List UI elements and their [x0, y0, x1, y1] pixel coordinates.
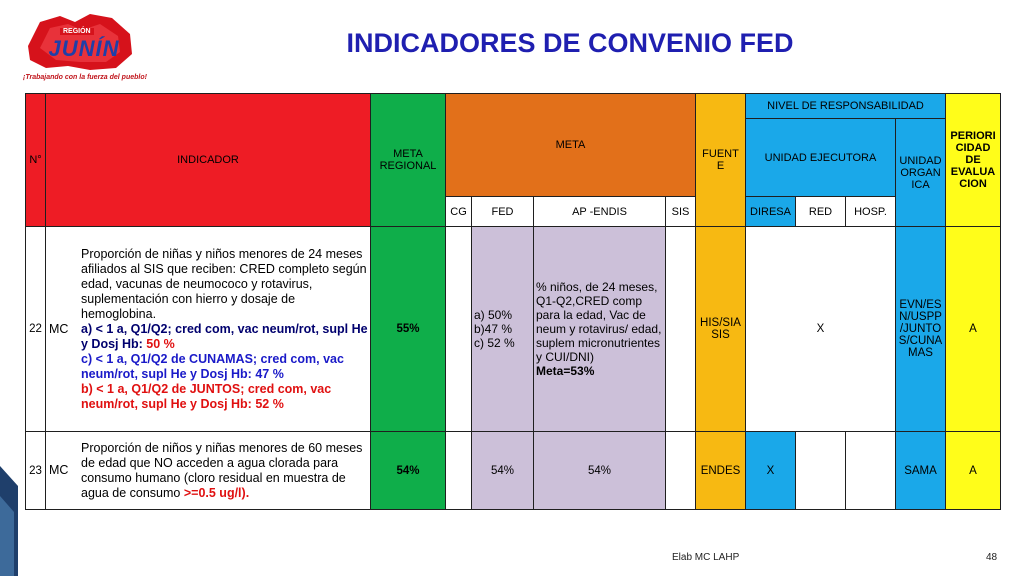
fed-value-b: b)47 %	[474, 322, 513, 336]
cg-value	[446, 432, 472, 510]
row-indicador	[46, 432, 371, 510]
condition-b: b) < 1 a, Q1/Q2 de JUNTOS; cred com, vac neum/rot, supl He y Dosj Hb: 52 %	[81, 381, 332, 411]
unidad-ejecutora-value: X	[746, 227, 896, 432]
periodicidad-value: A	[946, 227, 1001, 432]
header-meta-regional: META REGIONAL	[371, 94, 446, 227]
unidad-organica-value: EVN/ES N/USPP /JUNTO S/CUNA MAS	[896, 227, 946, 432]
header-red: RED	[796, 197, 846, 227]
sis-value	[666, 227, 696, 432]
logo-region-label: REGIÓN	[60, 28, 94, 35]
ap-endis-description: % niños, de 24 meses, Q1-Q2,CRED comp para la edad, Vac de neum y rotavirus/ edad, suplem micronutrientes y CUI/DNI)	[536, 280, 662, 364]
indicador-threshold: >=0.5 ug/l).	[183, 485, 250, 500]
page-title: INDICADORES DE CONVENIO FED	[346, 28, 794, 58]
hosp-value	[846, 432, 896, 510]
fuente-value: ENDES	[696, 432, 746, 510]
header-sis: SIS	[666, 197, 696, 227]
meta-regional-value: 55%	[371, 227, 446, 432]
header-ap-endis: AP -ENDIS	[534, 197, 666, 227]
row-indicador	[46, 227, 371, 432]
fed-value-c: c) 52 %	[474, 336, 515, 350]
region-logo	[20, 8, 147, 88]
diresa-value: X	[746, 432, 796, 510]
header-periodicidad: PERIORI CIDAD DE EVALUA CION	[946, 94, 1001, 227]
header-fuente: FUENT E	[696, 94, 746, 227]
logo-wordmark: JUNÍN	[48, 36, 120, 61]
header-unidad-organica: UNIDAD ORGAN ICA	[896, 119, 946, 227]
header-nivel-responsabilidad: NIVEL DE RESPONSABILIDAD	[746, 94, 946, 119]
header-meta: META	[446, 94, 696, 197]
row-code: MC	[49, 463, 69, 477]
corner-decoration	[0, 466, 18, 576]
fed-value: 54%	[472, 432, 534, 510]
logo-slogan: ¡Trabajando con la fuerza del pueblo!	[23, 74, 147, 81]
ap-endis-value	[534, 227, 666, 432]
ap-endis-value: 54%	[534, 432, 666, 510]
indicador-description: Proporción de niñas y niños menores de 24 meses afiliados al SIS que reciben: CRED completo según edad, vacunas de neumococo y rotavirus, suplementación con hierro y dosaje de hemoglobina.	[81, 246, 367, 321]
header-indicador: INDICADOR	[46, 94, 371, 227]
row-number: 22	[26, 227, 46, 432]
condition-c: c) < 1 a, Q1/Q2 de CUNAMAS; cred com, vac neum/rot, supl He y Dosj Hb: 47 %	[81, 351, 344, 381]
fed-value	[472, 227, 534, 432]
indicador-description: Proporción de niños y niñas menores de 60 meses de edad que NO acceden a agua clorada para consumo humano (cloro residual en muestra de agua de consumo	[81, 440, 363, 500]
sis-value	[666, 432, 696, 510]
ap-endis-meta: Meta=53%	[536, 364, 595, 378]
header-number: N°	[26, 94, 46, 227]
header-fed: FED	[472, 197, 534, 227]
header-cg: CG	[446, 197, 472, 227]
header-unidad-ejecutora: UNIDAD EJECUTORA	[746, 119, 896, 197]
row-number: 23	[26, 432, 46, 510]
table-row	[26, 227, 1001, 432]
fed-value-a: a) 50%	[474, 308, 513, 322]
condition-a-value: 50 %	[146, 336, 175, 351]
red-value	[796, 432, 846, 510]
unidad-organica-value: SAMA	[896, 432, 946, 510]
periodicidad-value: A	[946, 432, 1001, 510]
page-number: 48	[986, 552, 998, 563]
condition-a: a) < 1 a, Q1/Q2; cred com, vac neum/rot, supl He y Dosj Hb:	[81, 321, 368, 351]
footer-credit: Elab MC LAHP	[672, 552, 740, 563]
header-diresa: DIRESA	[746, 197, 796, 227]
table-row	[26, 432, 1001, 510]
meta-regional-value: 54%	[371, 432, 446, 510]
header-hosp: HOSP.	[846, 197, 896, 227]
row-code: MC	[49, 321, 69, 336]
indicators-table	[25, 93, 1001, 510]
cg-value	[446, 227, 472, 432]
fuente-value: HIS/SIA SIS	[696, 227, 746, 432]
